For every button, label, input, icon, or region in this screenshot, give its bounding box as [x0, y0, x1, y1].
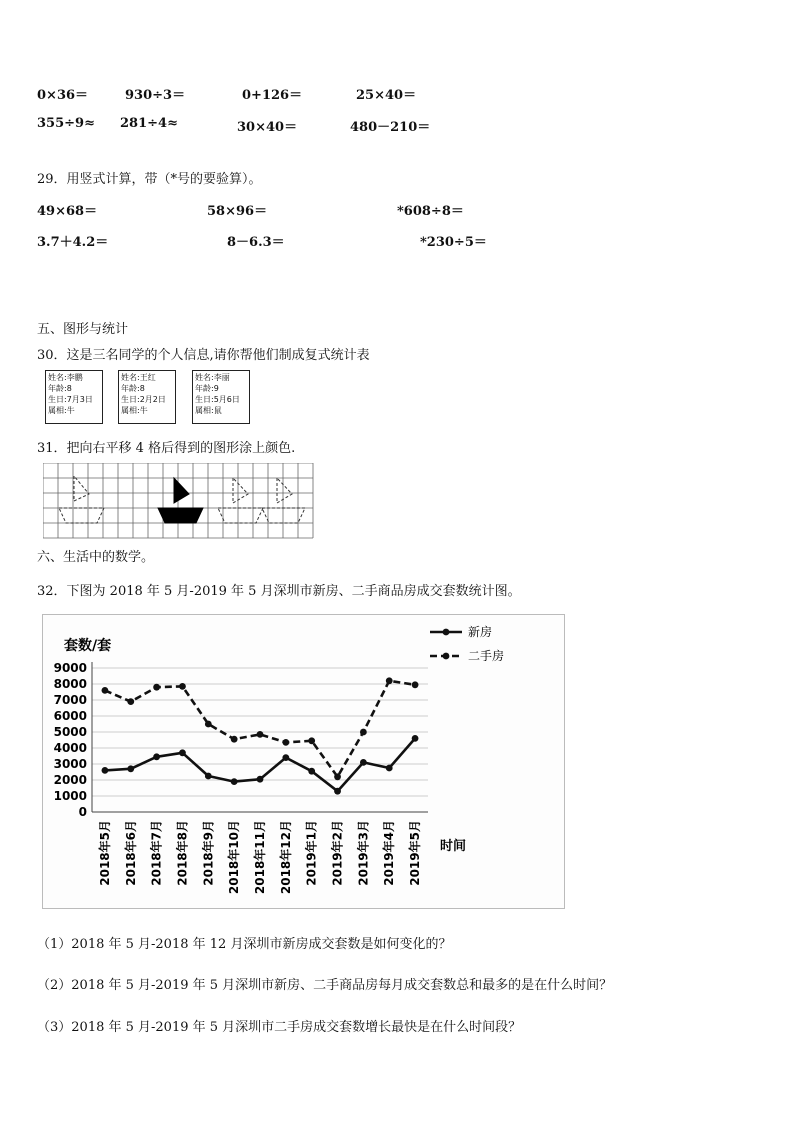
q30-title: 30．这是三名同学的个人信息,请你帮他们制成复式统计表 [37, 348, 370, 363]
y-tick-label: 3000 [53, 757, 87, 771]
card-birthday: 生日:5月6日 [195, 395, 240, 404]
x-tick-label: 2018年5月 [97, 820, 112, 886]
card-zodiac: 属相:牛 [48, 406, 75, 415]
original-boat-shape [158, 478, 203, 523]
oral-calc-3: 0+126＝ [242, 88, 303, 103]
info-card-2 [118, 370, 176, 424]
section-6-heading: 六、生活中的数学。 [37, 550, 155, 565]
x-tick-label: 2018年8月 [175, 820, 190, 886]
y-tick-label: 9000 [53, 661, 87, 675]
y-tick-label: 0 [78, 805, 87, 819]
q29-calc-6: *230÷5＝ [420, 235, 487, 250]
q29-calc-5: 8－6.3＝ [227, 235, 285, 250]
x-tick-label: 2018年6月 [123, 820, 138, 886]
oral-calc-4: 25×40＝ [356, 88, 417, 103]
data-point [205, 773, 212, 780]
q32-sub2: （2）2018 年 5 月-2019 年 5 月深圳市新房、二手商品房每月成交套数总和最多的是在什么时间？ [37, 978, 613, 993]
data-point [282, 754, 289, 761]
card-age: 年龄:8 [121, 384, 145, 393]
x-tick-label: 2019年3月 [356, 820, 371, 886]
q32-sub1: （1）2018 年 5 月-2018 年 12 月深圳市新房成交套数是如何变化的？ [37, 937, 452, 952]
data-point [308, 737, 315, 744]
y-tick-label: 4000 [53, 741, 87, 755]
oral-calc-8: 480－210＝ [350, 120, 431, 135]
data-point [127, 765, 134, 772]
q32-title: 32．下图为 2018 年 5 月-2019 年 5 月深圳市新房、二手商品房成交套数统计图。 [37, 584, 521, 599]
oral-calc-1: 0×36＝ [37, 88, 89, 103]
oral-calc-6: 281÷4≈ [120, 116, 178, 131]
x-tick-label: 2018年12月 [278, 820, 293, 895]
card-name: 姓名:李鹏 [48, 373, 83, 382]
q31-title: 31．把向右平移 4 格后得到的图形涂上颜色. [37, 441, 296, 456]
card-age: 年龄:8 [48, 384, 72, 393]
section-5-heading: 五、图形与统计 [37, 322, 129, 337]
data-point [127, 698, 134, 705]
data-point [257, 731, 264, 738]
y-tick-label: 8000 [53, 677, 87, 691]
card-name: 姓名:李丽 [195, 373, 230, 382]
data-point [412, 735, 419, 742]
y-tick-label: 7000 [53, 693, 87, 707]
q29-calc-2: 58×96＝ [207, 204, 268, 219]
oral-calc-5: 355÷9≈ [37, 116, 95, 131]
card-birthday: 生日:7月3日 [48, 395, 93, 404]
info-card-3 [192, 370, 250, 424]
data-point [231, 736, 238, 743]
legend-marker [443, 653, 450, 660]
oral-calc-2: 930÷3＝ [125, 88, 186, 103]
data-point [386, 765, 393, 772]
data-point [231, 778, 238, 785]
data-point [334, 773, 341, 780]
data-point [334, 788, 341, 795]
y-tick-label: 6000 [53, 709, 87, 723]
x-tick-label: 2019年2月 [330, 820, 345, 886]
q29-title: 29．用竖式计算，带（*号的要验算）。 [37, 172, 262, 187]
data-point [179, 749, 186, 756]
y-tick-label: 1000 [53, 789, 87, 803]
card-age: 年龄:9 [195, 384, 219, 393]
data-point [102, 767, 109, 774]
x-tick-label: 2019年4月 [382, 820, 397, 886]
data-point [282, 739, 289, 746]
data-point [102, 687, 109, 694]
data-point [205, 721, 212, 728]
dashed-boat-2 [218, 478, 263, 523]
q32-sub3: （3）2018 年 5 月-2019 年 5 月深圳市二手房成交套数增长最快是在什么时间段？ [37, 1020, 522, 1035]
data-point [360, 759, 367, 766]
data-point [360, 729, 367, 736]
data-point [153, 684, 160, 691]
translation-grid [43, 463, 323, 539]
dashed-boat-3 [262, 478, 305, 523]
card-zodiac: 属相:牛 [121, 406, 148, 415]
housing-sales-line-chart [42, 614, 566, 910]
oral-calc-7: 30×40＝ [237, 120, 298, 135]
card-zodiac: 属相:鼠 [195, 406, 222, 415]
x-tick-label: 2019年1月 [304, 820, 319, 886]
x-tick-label: 2019年5月 [408, 820, 423, 886]
data-point [386, 677, 393, 684]
data-point [257, 776, 264, 783]
info-card-1 [45, 370, 103, 424]
q29-calc-4: 3.7＋4.2＝ [37, 235, 109, 250]
legend-marker [443, 629, 450, 636]
data-point [412, 681, 419, 688]
dashed-boat-1 [59, 476, 104, 523]
legend-label: 二手房 [468, 649, 505, 663]
x-tick-label: 2018年7月 [149, 820, 164, 886]
data-point [308, 768, 315, 775]
q29-calc-3: *608÷8＝ [397, 204, 464, 219]
x-tick-label: 2018年11月 [253, 820, 267, 895]
card-birthday: 生日:2月2日 [121, 395, 166, 404]
x-tick-label: 2018年9月 [201, 820, 216, 886]
y-axis-label: 套数/套 [64, 638, 112, 654]
legend-label: 新房 [468, 625, 493, 639]
y-tick-label: 2000 [53, 773, 87, 787]
q29-calc-1: 49×68＝ [37, 204, 98, 219]
y-tick-label: 5000 [53, 725, 87, 739]
x-tick-label: 2018年10月 [227, 820, 242, 895]
card-name: 姓名:王红 [121, 373, 156, 382]
x-axis-label: 时间 [440, 839, 467, 854]
data-point [179, 683, 186, 690]
data-point [153, 753, 160, 760]
